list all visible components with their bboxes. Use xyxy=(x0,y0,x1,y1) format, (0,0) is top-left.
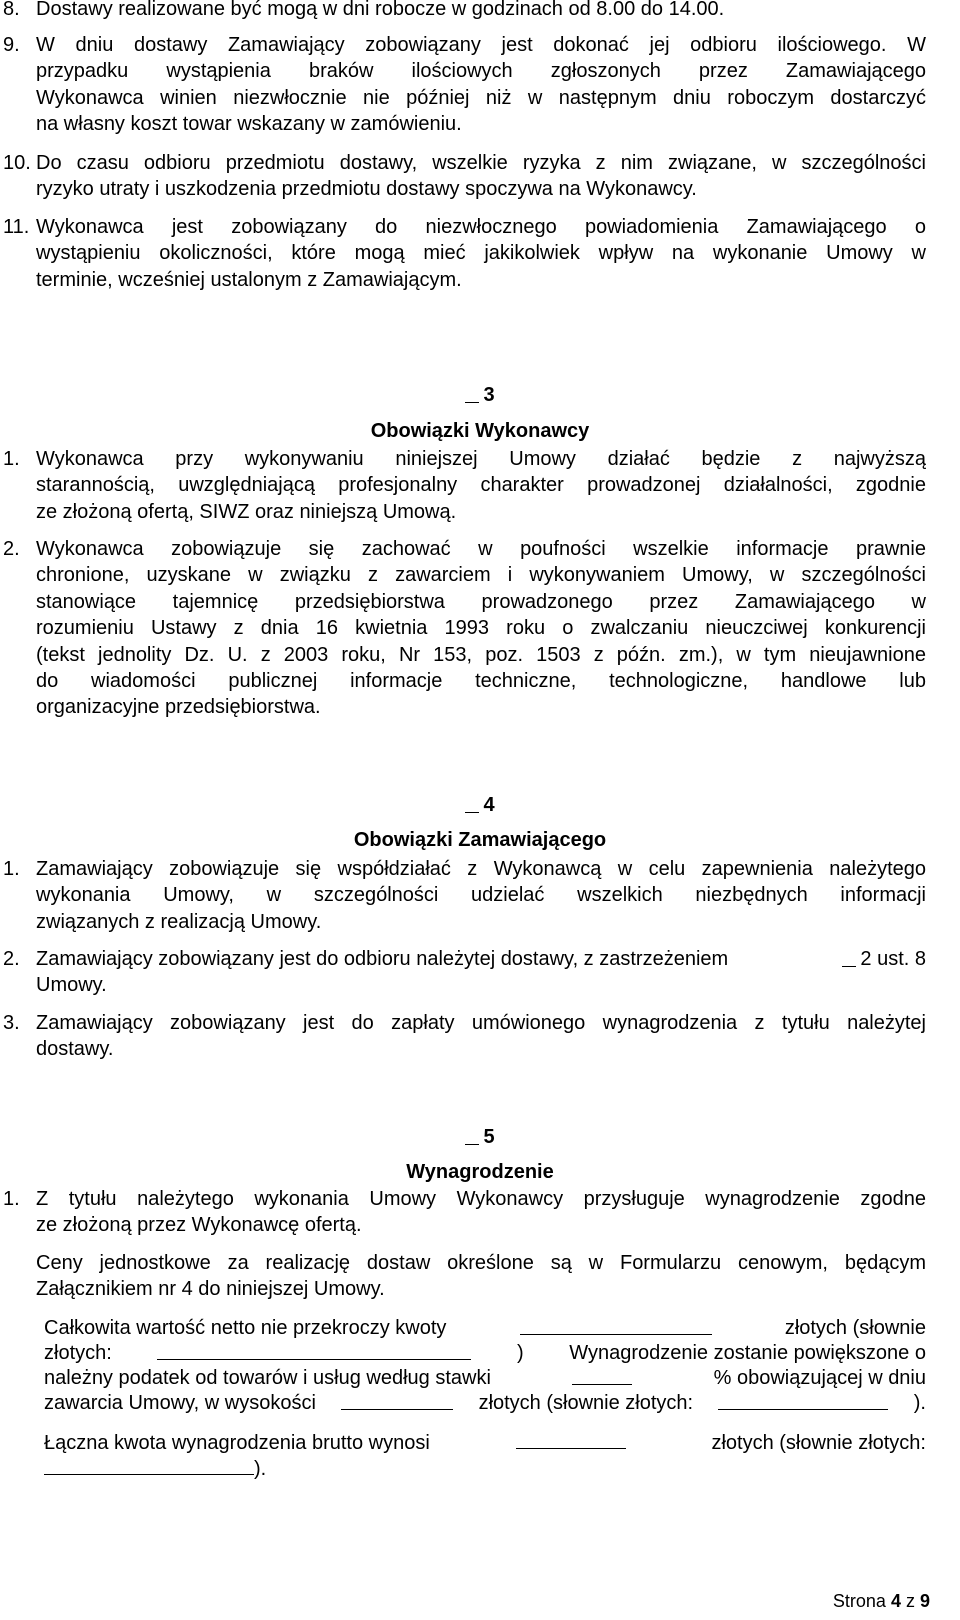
amount-blank[interactable] xyxy=(520,1316,712,1335)
text-line: ze złożoną ofertą, SIWZ oraz niniejszą Umową. xyxy=(36,500,457,523)
paragraph-laczna xyxy=(44,1430,926,1482)
vat-amount-blank[interactable] xyxy=(341,1391,453,1410)
text-line: złotych (słownie złotych: xyxy=(478,1392,694,1414)
text-line: Łączna kwota wynagrodzenia brutto wynosi xyxy=(44,1432,430,1454)
text-line: % obowiązującej w dniu xyxy=(713,1367,926,1389)
text-line: zawarcia Umowy, w wysokości xyxy=(44,1392,316,1414)
text-line: Załącznikiem nr 4 do niniejszej Umowy. xyxy=(36,1278,385,1301)
item-number: 2. xyxy=(3,948,20,970)
text-line: dostawy. xyxy=(36,1038,114,1061)
text-line: ze złożoną przez Wykonawcę ofertą. xyxy=(36,1214,362,1237)
section-title: Obowiązki Wykonawcy xyxy=(370,420,590,442)
text-line: Dostawy realizowane być mogą w dni robocze w godzinach od 8.00 do 14.00. xyxy=(36,0,725,20)
section-number: 3 xyxy=(0,380,960,407)
item-number: 11. xyxy=(3,216,30,238)
text-line: wykonania Umowy, w szczególności udzielać wszelkich niezbędnych informacji xyxy=(36,884,926,907)
section-reference: 2 ust. 8 xyxy=(842,946,926,972)
text-line: ). xyxy=(913,1392,926,1414)
paragraph-calkowita xyxy=(44,1316,926,1416)
text-line: Całkowita wartość netto nie przekroczy kwoty xyxy=(44,1317,447,1339)
text-line: związanych z realizacją Umowy. xyxy=(36,910,322,933)
text-line: przypadku wystąpienia braków ilościowych zgłoszonych przez Zamawiającego xyxy=(36,60,926,83)
gross-words-blank[interactable] xyxy=(44,1456,254,1475)
text-line: Wykonawca przy wykonywaniu niniejszej Umowy działać będzie z najwyższą xyxy=(36,448,926,470)
item-number: 1. xyxy=(3,1188,20,1210)
text-line: terminie, wcześniej ustalonym z Zamawiającym. xyxy=(36,268,462,291)
item-number: 1. xyxy=(3,448,20,470)
text-line: Ceny jednostkowe za realizację dostaw określone są w Formularzu cenowym, będącym xyxy=(36,1252,926,1274)
text-line: W dniu dostawy Zamawiający zobowiązany jest dokonać jej odbioru ilościowego. W xyxy=(36,34,926,56)
text-line: na własny koszt towar wskazany w zamówieniu. xyxy=(36,113,462,136)
text-line: chronione, uzyskane w związku z zawarciem i wykonywaniem Umowy, w szczególności xyxy=(36,564,926,587)
text-line: Zamawiający zobowiązuje się współdziałać z Wykonawcą w celu zapewnienia należytego xyxy=(36,858,926,880)
item-number: 8. xyxy=(3,0,20,20)
item-number: 3. xyxy=(3,1012,20,1034)
section-number: 5 xyxy=(0,1122,960,1149)
gross-amount-blank[interactable] xyxy=(516,1430,626,1449)
text-line: Umowy. xyxy=(36,974,107,997)
text-line: stanowiące tajemnicę przedsiębiorstwa prowadzonego przez Zamawiającego w xyxy=(36,590,926,613)
text-line: ryzyko utraty i uszkodzenia przedmiotu dostawy spoczywa na Wykonawcy. xyxy=(36,178,697,201)
text-line: do wiadomości publicznej informacje techniczne, technologiczne, handlowe lub xyxy=(36,669,926,692)
text-line: wystąpieniu okoliczności, które mogą mieć jakikolwiek wpływ na wykonanie Umowy w xyxy=(36,242,926,265)
section-title: Wynagrodzenie xyxy=(406,1161,554,1183)
text-line: Zamawiający zobowiązany jest do odbioru należytej dostawy, z zastrzeżeniem xyxy=(36,948,729,970)
vat-words-blank[interactable] xyxy=(718,1391,888,1410)
section-sign-icon xyxy=(465,1122,479,1145)
section-title: Obowiązki Zamawiającego xyxy=(353,829,607,851)
section-sign-icon xyxy=(465,380,479,403)
item-number: 2. xyxy=(3,538,20,560)
text-line: Wykonawca zobowiązuje się zachować w poufności wszelkie informacje prawnie xyxy=(36,538,926,560)
paragraph-ceny xyxy=(36,1250,926,1303)
item-number: 9. xyxy=(3,34,20,56)
text-line: Do czasu odbioru przedmiotu dostawy, wszelkie ryzyka z nim związane, w szczególności xyxy=(36,152,926,174)
vat-rate-blank[interactable] xyxy=(572,1366,632,1385)
text-line: starannością, uwzględniającą profesjonalny charakter prowadzonej działalności, zgodnie xyxy=(36,474,926,497)
text-line: złotych: xyxy=(44,1342,112,1364)
text-line: Wykonawca winien niezwłocznie nie później niż w następnym dniu roboczym dostarczyć xyxy=(36,86,926,109)
section-sign-icon xyxy=(465,790,479,813)
text-line: Wynagrodzenie zostanie powiększone o xyxy=(569,1342,926,1364)
page-number: Strona 4 z 9 xyxy=(832,1591,930,1611)
text-line: Z tytułu należytego wykonania Umowy Wykonawcy przysługuje wynagrodzenie zgodne xyxy=(36,1188,926,1210)
item-number: 1. xyxy=(3,858,20,880)
text-line: złotych (słownie złotych: xyxy=(711,1432,926,1454)
text-line: Wykonawca jest zobowiązany do niezwłocznego powiadomienia Zamawiającego o xyxy=(36,216,926,238)
text-line: złotych (słownie xyxy=(784,1317,926,1339)
section-sign-icon xyxy=(842,946,856,967)
text-line: rozumieniu Ustawy z dnia 16 kwietnia 1993 roku o zwalczaniu nieuczciwej konkurencji xyxy=(36,617,926,640)
text-line: Zamawiający zobowiązany jest do zapłaty umówionego wynagrodzenia z tytułu należytej xyxy=(36,1012,926,1034)
section-number: 4 xyxy=(0,790,960,817)
text-line: należny podatek od towarów i usług według stawki xyxy=(44,1367,491,1389)
item-number: 10. xyxy=(3,152,31,174)
amount-words-blank[interactable] xyxy=(157,1341,471,1360)
text-line: organizacyjne przedsiębiorstwa. xyxy=(36,696,321,719)
text-line: ). xyxy=(254,1458,267,1480)
text-line: ) xyxy=(517,1342,524,1364)
text-line: (tekst jednolity Dz. U. z 2003 roku, Nr 153, poz. 1503 z późn. zm.), w tym nieujawnione xyxy=(36,643,926,666)
